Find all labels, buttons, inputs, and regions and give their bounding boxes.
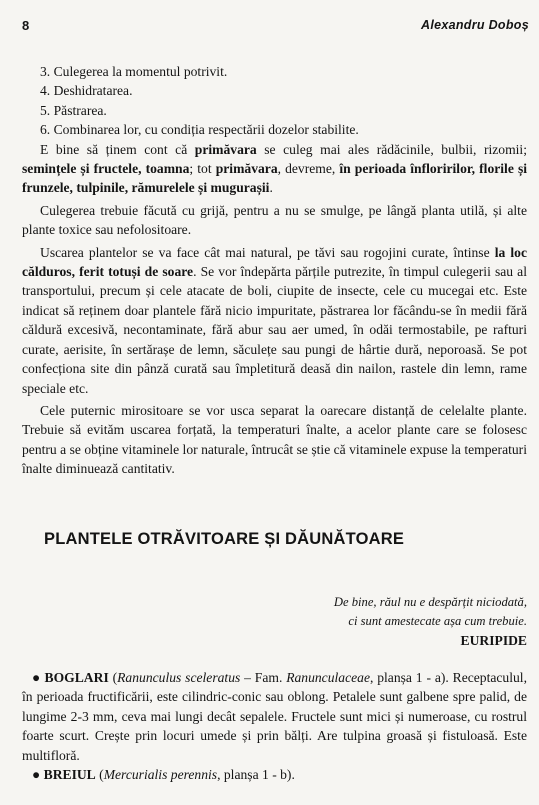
plant-name: BREIUL bbox=[43, 767, 96, 783]
running-head-author: Alexandru Doboș bbox=[421, 18, 529, 32]
plant-entry-breiul: ● BREIUL (Mercurialis perennis, planșa 1 - b). bbox=[32, 767, 295, 783]
epigraph bbox=[334, 593, 527, 650]
paragraph-harvest-seasons: E bine să ținem cont că primăvara se culeg mai ales rădăcinile, bulbii, rizomii; semințele și fructele, toamna; tot primăvara, devreme, în perioada înfloririlor, florile și frunzele, tulpinile, rămurelele și mugurașii. bbox=[22, 141, 528, 196]
latin-name: Ranunculus sceleratus bbox=[117, 670, 241, 685]
list-item: 4. Deshidratarea. bbox=[40, 83, 133, 99]
paragraph-harvest-care: Culegerea trebuie făcută cu grijă, pentru a nu se smulge, pe lângă planta utilă, și alte plante toxice sau nefolositoare. bbox=[22, 202, 527, 238]
page-header bbox=[22, 18, 529, 38]
bullet-icon: ● bbox=[32, 767, 41, 783]
plant-entries bbox=[22, 668, 527, 784]
family-name: Ranunculaceae bbox=[286, 670, 370, 685]
bullet-icon: ● bbox=[32, 670, 41, 685]
section-title: PLANTELE OTRĂVITOARE ȘI DĂUNĂTOARE bbox=[44, 530, 405, 548]
list-item: 5. Păstrarea. bbox=[40, 102, 107, 118]
epigraph-author: EURIPIDE bbox=[460, 633, 527, 648]
epigraph-line: De bine, răul nu e despărțit niciodată, bbox=[333, 595, 527, 609]
list-item: 6. Combinarea lor, cu condiția respectării dozelor stabilite. bbox=[40, 122, 359, 138]
epigraph-line: ci sunt amestecate așa cum trebuie. bbox=[348, 614, 527, 628]
list-item: 3. Culegerea la momentul potrivit. bbox=[40, 64, 228, 79]
latin-name: Mercurialis perennis bbox=[103, 767, 218, 783]
plant-entry-boglari: ● BOGLARI (Ranunculus sceleratus – Fam. Ranunculaceae, planșa 1 - a). Receptaculul, în perioada fructificării, este cilindric-conic sau oblong. Petalele sunt galbene spre palid, de lungime 2-3 mm, ceva mai lungi decât sepalele. Fructele sunt mici și numeroase, cu rostrul foarte scurt. Crește prin locuri umede și prin bălți. Are tulpina groasă și fistuloasă. Este multifloră. bbox=[22, 670, 527, 763]
paragraph-drying: Uscarea plantelor se va face cât mai natural, pe tăvi sau rogojini curate, întinse la loc călduros, ferit totuși de soare. Se vor îndepărta părțile putrezite, în timpul culegerii sau al transportului, precum și cele atacate de boli, ciupite de insecte, cele cu mucegai etc. Este indicat să reținem doar plantele fără nicio impuritate, păstrarea lor făcându-se în medii fără căldură excesivă, necontaminate, fără abur sau aer umed, în odăi termostabile, pe rafturi curate, aerisite, în sertărașe de lemn, săculețe sau pungi de hârtie dură, neporoasă. Se pot confecționa site din pânză curată sau împletitură deasă din nailon, rastele din lemn, rame speciale etc. bbox=[22, 244, 527, 396]
plant-name: BOGLARI bbox=[44, 670, 109, 685]
paragraph-aromatic-plants: Cele puternic mirositoare se vor usca separat la oarecare distanță de celelalte plante. Trebuie să evităm uscarea forțată, la temperaturi înalte, a acelor plante care se folosesc pentru a se obține vitaminele lor naturale, întrucât se știe că vitaminele expuse la temperaturi înalte diminuează cantitativ. bbox=[22, 402, 527, 477]
main-text bbox=[22, 62, 527, 479]
page-number: 8 bbox=[22, 18, 30, 33]
